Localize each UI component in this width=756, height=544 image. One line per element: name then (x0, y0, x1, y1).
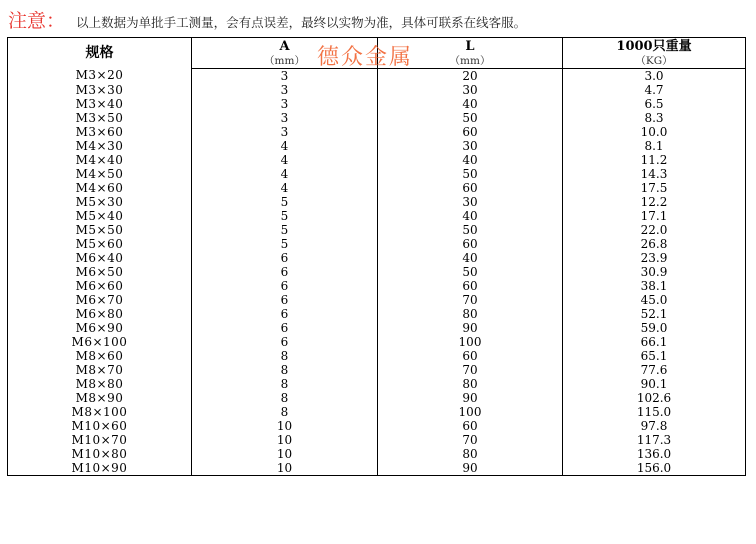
cell-l: 80 (378, 307, 563, 321)
cell-spec: M3×30 (8, 83, 192, 97)
table-body (8, 69, 746, 476)
cell-l: 100 (378, 405, 563, 419)
cell-spec: M3×20 (8, 69, 192, 84)
cell-a: 8 (192, 363, 378, 377)
cell-weight: 11.2 (563, 153, 746, 167)
cell-spec: M5×50 (8, 223, 192, 237)
table-row (8, 335, 746, 349)
cell-spec: M8×100 (8, 405, 192, 419)
cell-weight: 8.1 (563, 139, 746, 153)
cell-spec: M4×30 (8, 139, 192, 153)
cell-weight: 115.0 (563, 405, 746, 419)
cell-spec: M3×50 (8, 111, 192, 125)
cell-spec: M3×60 (8, 125, 192, 139)
header-weight: 1000只重量 (563, 38, 746, 55)
cell-a: 8 (192, 377, 378, 391)
cell-a: 6 (192, 265, 378, 279)
cell-a: 3 (192, 125, 378, 139)
cell-weight: 8.3 (563, 111, 746, 125)
table-row (8, 321, 746, 335)
cell-a: 4 (192, 167, 378, 181)
cell-weight: 45.0 (563, 293, 746, 307)
cell-spec: M8×70 (8, 363, 192, 377)
cell-weight: 14.3 (563, 167, 746, 181)
cell-weight: 3.0 (563, 69, 746, 84)
cell-a: 3 (192, 111, 378, 125)
cell-l: 60 (378, 349, 563, 363)
cell-l: 60 (378, 181, 563, 195)
table-row (8, 237, 746, 251)
cell-weight: 156.0 (563, 461, 746, 476)
header-a: A (192, 38, 378, 55)
cell-spec: M4×40 (8, 153, 192, 167)
cell-l: 40 (378, 209, 563, 223)
cell-l: 20 (378, 69, 563, 84)
cell-spec: M3×40 (8, 97, 192, 111)
cell-a: 10 (192, 419, 378, 433)
cell-l: 90 (378, 321, 563, 335)
cell-weight: 30.9 (563, 265, 746, 279)
table-row (8, 223, 746, 237)
cell-spec: M6×70 (8, 293, 192, 307)
cell-a: 4 (192, 153, 378, 167)
table-row (8, 181, 746, 195)
cell-l: 50 (378, 265, 563, 279)
cell-a: 4 (192, 181, 378, 195)
cell-weight: 17.5 (563, 181, 746, 195)
cell-weight: 59.0 (563, 321, 746, 335)
cell-spec: M6×100 (8, 335, 192, 349)
cell-l: 60 (378, 419, 563, 433)
cell-a: 3 (192, 97, 378, 111)
cell-a: 4 (192, 139, 378, 153)
cell-a: 10 (192, 447, 378, 461)
table-row (8, 363, 746, 377)
cell-weight: 23.9 (563, 251, 746, 265)
cell-spec: M4×60 (8, 181, 192, 195)
cell-l: 30 (378, 139, 563, 153)
table-row (8, 377, 746, 391)
cell-a: 6 (192, 279, 378, 293)
weight-table (7, 37, 746, 476)
cell-l: 80 (378, 447, 563, 461)
cell-a: 5 (192, 237, 378, 251)
cell-spec: M8×90 (8, 391, 192, 405)
table-row (8, 293, 746, 307)
table-row (8, 153, 746, 167)
cell-weight: 6.5 (563, 97, 746, 111)
header-weight-unit: （KG） (563, 54, 746, 69)
cell-spec: M6×40 (8, 251, 192, 265)
table-row (8, 419, 746, 433)
notice-text: 以上数据为单批手工测量，会有点误差，最终以实物为准，具体可联系在线客服。 (76, 15, 527, 30)
table-row (8, 461, 746, 476)
cell-a: 8 (192, 405, 378, 419)
cell-weight: 52.1 (563, 307, 746, 321)
table-row (8, 139, 746, 153)
cell-l: 90 (378, 391, 563, 405)
cell-a: 5 (192, 223, 378, 237)
cell-spec: M8×60 (8, 349, 192, 363)
cell-l: 30 (378, 83, 563, 97)
cell-spec: M8×80 (8, 377, 192, 391)
table-row (8, 349, 746, 363)
cell-spec: M5×60 (8, 237, 192, 251)
cell-l: 80 (378, 377, 563, 391)
cell-spec: M10×80 (8, 447, 192, 461)
cell-a: 5 (192, 209, 378, 223)
table-row (8, 265, 746, 279)
cell-spec: M10×70 (8, 433, 192, 447)
cell-a: 6 (192, 335, 378, 349)
cell-a: 6 (192, 293, 378, 307)
table-row (8, 279, 746, 293)
cell-l: 40 (378, 153, 563, 167)
cell-a: 8 (192, 349, 378, 363)
table-row (8, 251, 746, 265)
cell-a: 5 (192, 195, 378, 209)
cell-weight: 12.2 (563, 195, 746, 209)
cell-spec: M10×60 (8, 419, 192, 433)
cell-a: 10 (192, 461, 378, 476)
cell-weight: 77.6 (563, 363, 746, 377)
cell-weight: 10.0 (563, 125, 746, 139)
cell-weight: 102.6 (563, 391, 746, 405)
table-row (8, 405, 746, 419)
table-row (8, 167, 746, 181)
header-l: L (378, 38, 563, 55)
cell-weight: 66.1 (563, 335, 746, 349)
table-row (8, 125, 746, 139)
cell-spec: M6×60 (8, 279, 192, 293)
cell-weight: 4.7 (563, 83, 746, 97)
cell-l: 60 (378, 237, 563, 251)
table-row (8, 111, 746, 125)
cell-weight: 136.0 (563, 447, 746, 461)
table-row (8, 195, 746, 209)
cell-l: 60 (378, 125, 563, 139)
watermark-logo: 德众金属 (317, 45, 414, 70)
cell-a: 6 (192, 321, 378, 335)
header-a-unit: （mm） (192, 54, 378, 69)
header-l-unit: （mm） (378, 54, 563, 69)
table-row (8, 307, 746, 321)
cell-a: 6 (192, 307, 378, 321)
cell-l: 30 (378, 195, 563, 209)
cell-weight: 22.0 (563, 223, 746, 237)
cell-a: 3 (192, 83, 378, 97)
cell-a: 8 (192, 391, 378, 405)
cell-weight: 38.1 (563, 279, 746, 293)
cell-spec: M10×90 (8, 461, 192, 476)
cell-l: 50 (378, 167, 563, 181)
cell-a: 10 (192, 433, 378, 447)
notice-line (8, 6, 526, 34)
header-spec: 规格 (8, 38, 192, 69)
cell-weight: 65.1 (563, 349, 746, 363)
cell-a: 3 (192, 69, 378, 84)
table-row (8, 391, 746, 405)
cell-spec: M4×50 (8, 167, 192, 181)
cell-l: 100 (378, 335, 563, 349)
cell-spec: M5×30 (8, 195, 192, 209)
cell-spec: M6×80 (8, 307, 192, 321)
cell-weight: 17.1 (563, 209, 746, 223)
notice-label: 注意： (8, 10, 66, 32)
cell-weight: 117.3 (563, 433, 746, 447)
cell-l: 70 (378, 433, 563, 447)
cell-spec: M6×90 (8, 321, 192, 335)
table-row (8, 433, 746, 447)
cell-l: 90 (378, 461, 563, 476)
cell-l: 70 (378, 293, 563, 307)
cell-weight: 90.1 (563, 377, 746, 391)
cell-l: 50 (378, 223, 563, 237)
cell-spec: M5×40 (8, 209, 192, 223)
cell-spec: M6×50 (8, 265, 192, 279)
cell-l: 60 (378, 279, 563, 293)
cell-l: 70 (378, 363, 563, 377)
cell-l: 40 (378, 251, 563, 265)
table-row (8, 83, 746, 97)
cell-l: 40 (378, 97, 563, 111)
cell-a: 6 (192, 251, 378, 265)
cell-weight: 26.8 (563, 237, 746, 251)
cell-weight: 97.8 (563, 419, 746, 433)
table-row (8, 447, 746, 461)
table-row (8, 209, 746, 223)
table-row (8, 97, 746, 111)
cell-l: 50 (378, 111, 563, 125)
